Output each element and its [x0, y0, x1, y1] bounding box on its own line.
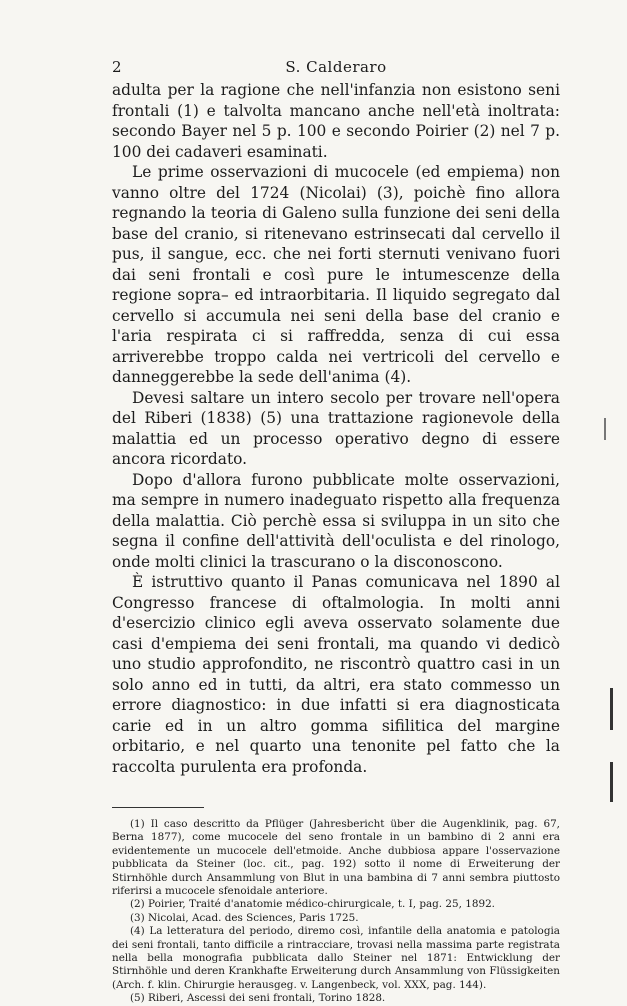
footnote-3: (3) Nicolai, Acad. des Sciences, Paris 1725. [130, 911, 359, 924]
footnote-5: (5) Riberi, Ascessi dei seni frontali, Torino 1828. [130, 992, 386, 1005]
margin-mark [610, 762, 613, 802]
footnote-1: (1) Il caso descritto da Pflüger (Jahresbericht über die Augenklinik, pag. 67, Berna 1877), come mucocele del seno frontale in un bambino di 2 anni era evidentemente un mucocele dell'etmoide. Anche dubbiosa appare l'osservazione pubblicata da Steiner (loc. cit., pag. 192) sotto il nome di Erweiterung der Stirnhöhle durch Ansammlung von Blut in una bambina di 7 anni sembra piuttosto riferirsi a mucocele sfenoidale anteriore. [112, 818, 560, 898]
page-number: 2 [112, 58, 122, 76]
footnote-separator [112, 807, 204, 808]
footnote-2: (2) Poirier, Traité d'anatomie médico-chirurgicale, t. I, pag. 25, 1892. [130, 898, 495, 911]
body-text [112, 80, 560, 777]
paragraph-3: Devesi saltare un intero secolo per trovare nell'opera del Riberi (1838) (5) una trattazione ragionevole della malattia ed un processo operativo degno di essere ancora ricordato. [112, 388, 560, 468]
book-page [112, 58, 560, 1006]
footnotes [112, 818, 560, 1006]
margin-mark [604, 418, 606, 440]
paragraph-2: Le prime osservazioni di mucocele (ed empiema) non vanno oltre del 1724 (Nicolai) (3), poichè fino allora regnando la teoria di Galeno sulla funzione dei seni della base del cranio, si ritenevano estrinsecati dal cervello il pus, il sangue, ecc. che nei forti sternuti venivano fuori dai seni frontali e così pure le intumescenze della regione sopra– ed intraorbitaria. Il liquido segregato dal cervello si accumula nei seni della base del cranio e l'aria respirata ci si raffredda, senza di cui essa arriverebbe troppo calda nei vertricoli del cervello e danneggerebbe la sede dell'anima (4). [112, 163, 560, 386]
footnote-4: (4) La letteratura del periodo, diremo così, infantile della anatomia e patologia dei seni frontali, tanto difficile a rintracciare, trovasi nella massima parte registrata nella bella monografia pubblicata dallo Steiner nel 1871: Entwicklung der Stirnhöhle und deren Krankhafte Erweiterung durch Ansammlung von Flüssigkeiten (Arch. f. klin. Chirurgie herausgeg. v. Langenbeck, vol. XXX, pag. 144). [112, 925, 560, 991]
margin-mark [610, 688, 613, 730]
page-header [112, 58, 560, 80]
running-title: S. Calderaro [285, 58, 387, 76]
paragraph-5: È istruttivo quanto il Panas comunicava nel 1890 al Congresso francese di oftalmologia. In molti anni d'esercizio clinico egli aveva osservato solamente due casi d'empiema dei seni frontali, ma quando vi dedicò uno studio approfondito, ne riscontrò quattro casi in un solo anno ed in tutti, da altri, era stato commesso un errore diagnostico: in due infatti si era diagnosticata carie ed in un altro gomma sifilitica del margine orbitario, e nel quarto una tenonite pel fatto che la raccolta purulenta era profonda. [112, 573, 560, 776]
paragraph-4: Dopo d'allora furono pubblicate molte osservazioni, ma sempre in numero inadeguato rispetto alla frequenza della malattia. Ciò perchè essa si sviluppa in un sito che segna il confine dell'attività dell'oculista e del rinologo, onde molti clinici la trascurano o la disconoscono. [112, 470, 560, 571]
paragraph-1: adulta per la ragione che nell'infanzia non esistono seni frontali (1) e talvolta mancano anche nell'età inoltrata: secondo Bayer nel 5 p. 100 e secondo Poirier (2) nel 7 p. 100 dei cadaveri esaminati. [112, 81, 560, 161]
